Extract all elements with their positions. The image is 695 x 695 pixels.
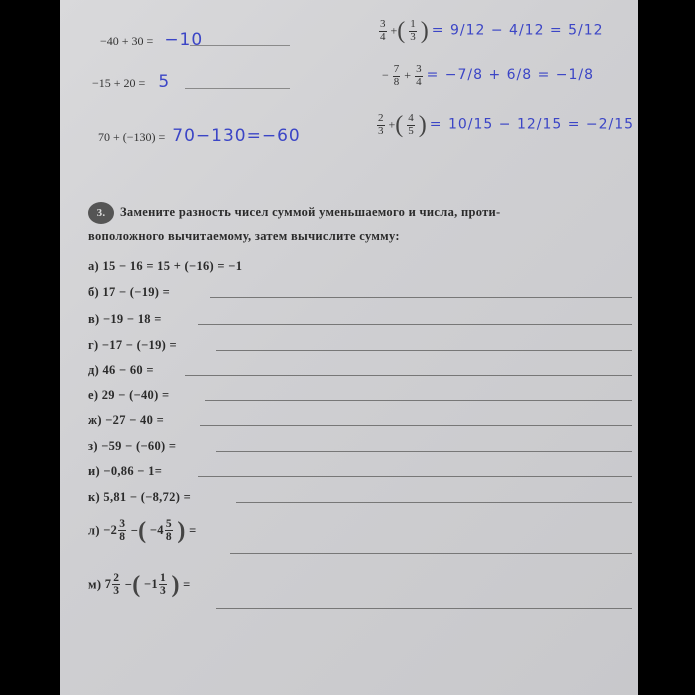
fraction-3-4: $\frac{3}{4}$: [380, 18, 386, 43]
item-m-b-den: 3: [159, 585, 166, 598]
item-a: а) 15 − 16 = 15 + (−16) = −1: [88, 259, 243, 273]
top-row-1-answer: −10: [164, 30, 204, 50]
item-l-a-whole: −2: [103, 523, 118, 538]
item-zh: ж) −27 − 40 =: [88, 413, 164, 427]
item-m-a-num: 2: [113, 572, 120, 585]
top-row-3: [98, 126, 301, 146]
item-k: к) 5,81 − (−8,72) =: [88, 490, 192, 504]
item-m-first-mixed: [105, 572, 122, 597]
item-l-second-mixed: [150, 518, 174, 543]
item-l-b-den: 8: [165, 531, 172, 544]
fraction-minus-4-5: $\frac{4}{5}$: [408, 112, 414, 137]
item-l-first-mixed: [103, 518, 127, 543]
task-text-line1: Замените разность чисел суммой уменьшаемого и числа, проти-: [120, 205, 501, 219]
item-m-eq: =: [183, 577, 191, 592]
item-d-answer-line[interactable]: [185, 375, 632, 376]
item-m: м) 7 $\frac{2}{3}$ −( −1 $\frac{1}{3}$ ) =: [88, 572, 191, 598]
item-l-answer-line[interactable]: [230, 553, 632, 554]
item-e: е) 29 − (−40) =: [88, 388, 170, 402]
top-row-2-underline: [185, 88, 290, 89]
top-row-1: [100, 30, 203, 50]
task-number-badge: 3.: [88, 202, 114, 224]
top-row-3-expr: 70 + (−130) =: [98, 130, 166, 144]
item-l-prefix: л): [88, 523, 100, 538]
top-row-2-expr: −15 + 20 =: [92, 76, 146, 90]
top-row-1-expr: −40 + 30 =: [100, 34, 154, 48]
item-m-a-whole: 7: [104, 577, 112, 592]
item-m-a-den: 3: [113, 585, 120, 598]
item-z-answer-line[interactable]: [216, 451, 632, 452]
item-d: д) 46 − 60 =: [88, 363, 154, 377]
worksheet-photo: [60, 0, 638, 695]
top-row-1-underline: [190, 45, 290, 46]
item-i-answer-line[interactable]: [198, 476, 632, 477]
right-row-3-handwriting: = 10/15 − 12/15 = −2/15: [429, 116, 635, 133]
item-l-eq: =: [189, 523, 197, 538]
item-l-b-num: 5: [165, 518, 172, 531]
item-zh-answer-line[interactable]: [200, 425, 632, 426]
item-b-answer-line[interactable]: [210, 297, 632, 298]
right-row-2-handwriting: = −7/8 + 6/8 = −1/8: [426, 66, 595, 83]
fraction-2-3: $\frac{2}{3}$: [378, 112, 384, 137]
item-v-answer-line[interactable]: [198, 324, 632, 325]
task-text-line2: воположного вычитаемому, затем вычислите сумму:: [88, 229, 400, 244]
item-g: г) −17 − (−19) =: [88, 338, 177, 352]
right-row-1: $\frac{3}{4}$ +( $\frac{1}{3}$ ) = 9/12 − 4/12 = 5/12: [380, 18, 604, 44]
item-m-prefix: м): [88, 577, 102, 592]
top-row-2-answer: 5: [158, 72, 171, 92]
fraction-3-4b: $\frac{3}{4}$: [416, 63, 422, 88]
top-row-3-answer: 70−130=−60: [172, 126, 301, 146]
item-i: и) −0,86 − 1=: [88, 464, 163, 478]
item-g-answer-line[interactable]: [216, 350, 632, 351]
item-v: в) −19 − 18 =: [88, 312, 162, 326]
item-m-b-num: 1: [159, 572, 166, 585]
right-row-1-handwriting: = 9/12 − 4/12 = 5/12: [431, 22, 604, 39]
item-k-answer-line[interactable]: [236, 502, 632, 503]
right-row-2: − $\frac{7}{8}$ + $\frac{3}{4}$ = −7/8 + 6/8 = −1/8: [382, 63, 595, 88]
item-l: л) −2 $\frac{3}{8}$ −( −4 $\frac{5}{8}$ ) =: [88, 518, 197, 544]
item-b: б) 17 − (−19) =: [88, 285, 171, 299]
right-row-3: $\frac{2}{3}$ +( $\frac{4}{5}$ ) = 10/15 − 12/15 = −2/15: [378, 112, 635, 138]
fraction-minus-1-3: $\frac{1}{3}$: [410, 18, 416, 43]
item-z: з) −59 − (−60) =: [88, 439, 177, 453]
item-l-b-whole: −4: [149, 523, 164, 538]
item-m-b-whole: −1: [143, 577, 158, 592]
fraction-7-8: $\frac{7}{8}$: [393, 63, 400, 88]
item-l-a-den: 8: [119, 531, 126, 544]
item-l-a-num: 3: [119, 518, 126, 531]
item-m-answer-line[interactable]: [216, 608, 632, 609]
item-m-second-mixed: [144, 572, 168, 597]
task-header: [88, 200, 633, 248]
item-e-answer-line[interactable]: [205, 400, 632, 401]
top-row-2: [92, 72, 170, 92]
